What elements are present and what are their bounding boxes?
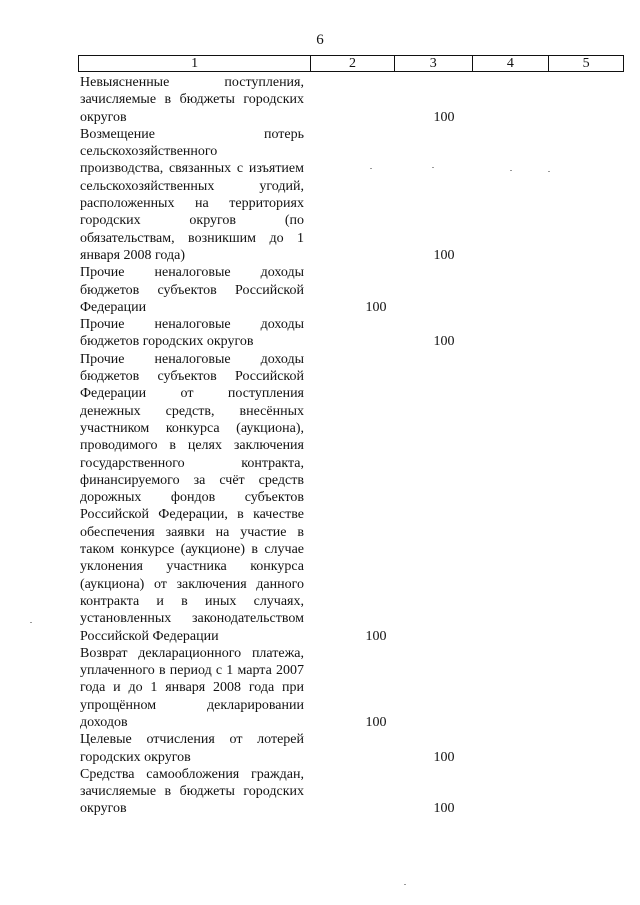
row-name: Невыясненные поступления, зачисляемые в бюджеты городских округов — [80, 75, 304, 125]
row-name: Прочие неналоговые доходы бюджетов субъектов Российской Федерации от поступления денежных средств, внесённых участником конкурса (аукциона), проводимого в целях заключения государственного контракта, финансируемого за счёт средств дорожных фондов субъектов Российской Федерации, в качестве обеспечения заявки на участие в таком конкурсе (аукционе) в случае уклонения участника конкурса (аукциона) от заключения данного контракта и в иных случаях, установленных законодательством Российской Федерации — [80, 351, 304, 644]
row-name: Прочие неналоговые доходы бюджетов городских округов — [80, 317, 304, 350]
row-value-col3: 100 — [433, 801, 455, 817]
page-number: 6 — [316, 32, 324, 48]
scan-speck — [404, 884, 406, 885]
table-row — [80, 264, 626, 316]
row-value-col3: 100 — [433, 749, 455, 765]
scan-speck — [370, 168, 372, 169]
row-value-col3: 100 — [433, 247, 455, 263]
scan-speck — [548, 171, 550, 172]
scan-speck — [30, 622, 32, 623]
row-name: Возмещение потерь сельскохозяйственного производства, связанных с изъятием сельскохозяйственных угодий, расположенных на территориях городских округов (по обязательствам, возникшим до 1 января 2008 года) — [80, 126, 304, 263]
row-value-col2: 100 — [365, 714, 387, 730]
table-row — [80, 731, 626, 766]
table-row — [80, 351, 626, 645]
row-value-col2: 100 — [365, 299, 387, 315]
row-name: Возврат декларационного платежа, уплаченного в период с 1 марта 2007 года и до 1 января 2008 года при упрощённом декларировании доходов — [80, 645, 304, 730]
table-row — [80, 74, 626, 126]
column-header-2: 2 — [311, 56, 395, 71]
table-row — [80, 766, 626, 818]
column-header-5: 5 — [582, 56, 590, 71]
table-row — [80, 316, 626, 351]
row-name: Целевые отчисления от лотерей городских округов — [80, 732, 304, 765]
revenue-table-body — [80, 74, 626, 818]
row-value-col3: 100 — [433, 334, 455, 350]
row-value-col2: 100 — [365, 628, 387, 644]
column-header-3: 3 — [395, 56, 473, 71]
column-header-4: 4 — [473, 56, 550, 71]
column-header-1: 1 — [79, 56, 311, 71]
table-row — [80, 645, 626, 731]
scan-speck — [432, 167, 434, 168]
table-row — [80, 126, 626, 264]
column-header-row — [78, 55, 624, 72]
row-name: Средства самообложения граждан, зачисляемые в бюджеты городских округов — [80, 766, 304, 817]
scan-speck — [510, 170, 512, 171]
row-value-col3: 100 — [433, 109, 455, 125]
row-name: Прочие неналоговые доходы бюджетов субъектов Российской Федерации — [80, 265, 304, 315]
